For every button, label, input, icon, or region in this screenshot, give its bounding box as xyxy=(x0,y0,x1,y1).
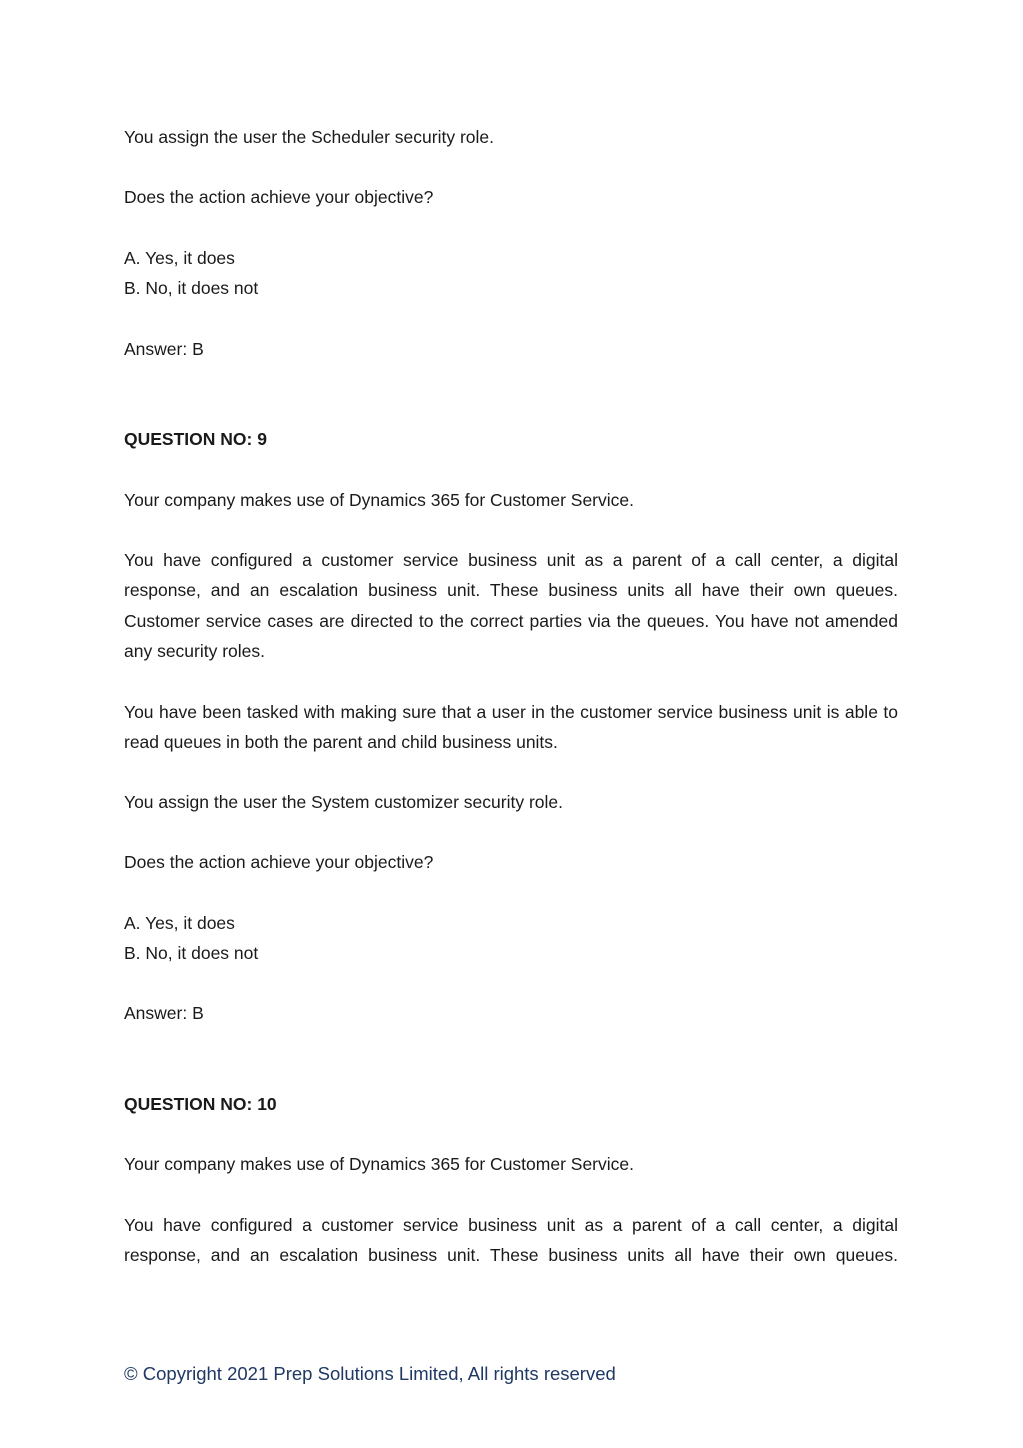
prev-prompt-text: Does the action achieve your objective? xyxy=(124,187,434,207)
question-9-assign-text: You assign the user the System customizer security role. xyxy=(124,792,563,812)
question-9-option-b: B. No, it does not xyxy=(124,943,259,963)
question-9-answer: Answer: B xyxy=(124,1003,204,1023)
question-9-task: You have been tasked with making sure that a user in the customer service business unit is able to read queues in both the parent and child business units. xyxy=(124,702,898,753)
question-10-scenario: You have configured a customer service business unit as a parent of a call center, a digital response, and an escalation business unit. These business units all have their own queues. xyxy=(124,1215,898,1266)
question-9-heading: QUESTION NO: 9 xyxy=(124,429,267,449)
prev-assign-text: You assign the user the Scheduler security role. xyxy=(124,127,494,147)
copyright-footer: © Copyright 2021 Prep Solutions Limited, All rights reserved xyxy=(124,1363,616,1384)
prev-option-b: B. No, it does not xyxy=(124,278,259,298)
question-9-intro: Your company makes use of Dynamics 365 for Customer Service. xyxy=(124,490,634,510)
prev-option-a: A. Yes, it does xyxy=(124,248,235,268)
question-9-option-a: A. Yes, it does xyxy=(124,913,235,933)
prev-answer: Answer: B xyxy=(124,339,204,359)
question-9-scenario: You have configured a customer service business unit as a parent of a call center, a digital response, and an escalation business unit. These business units all have their own queues. Customer service cases are directed to the correct parties via the queues. You have not amended any security roles. xyxy=(124,550,898,661)
question-9-prompt: Does the action achieve your objective? xyxy=(124,852,434,872)
question-10-intro: Your company makes use of Dynamics 365 for Customer Service. xyxy=(124,1154,634,1174)
question-10-heading: QUESTION NO: 10 xyxy=(124,1094,277,1114)
